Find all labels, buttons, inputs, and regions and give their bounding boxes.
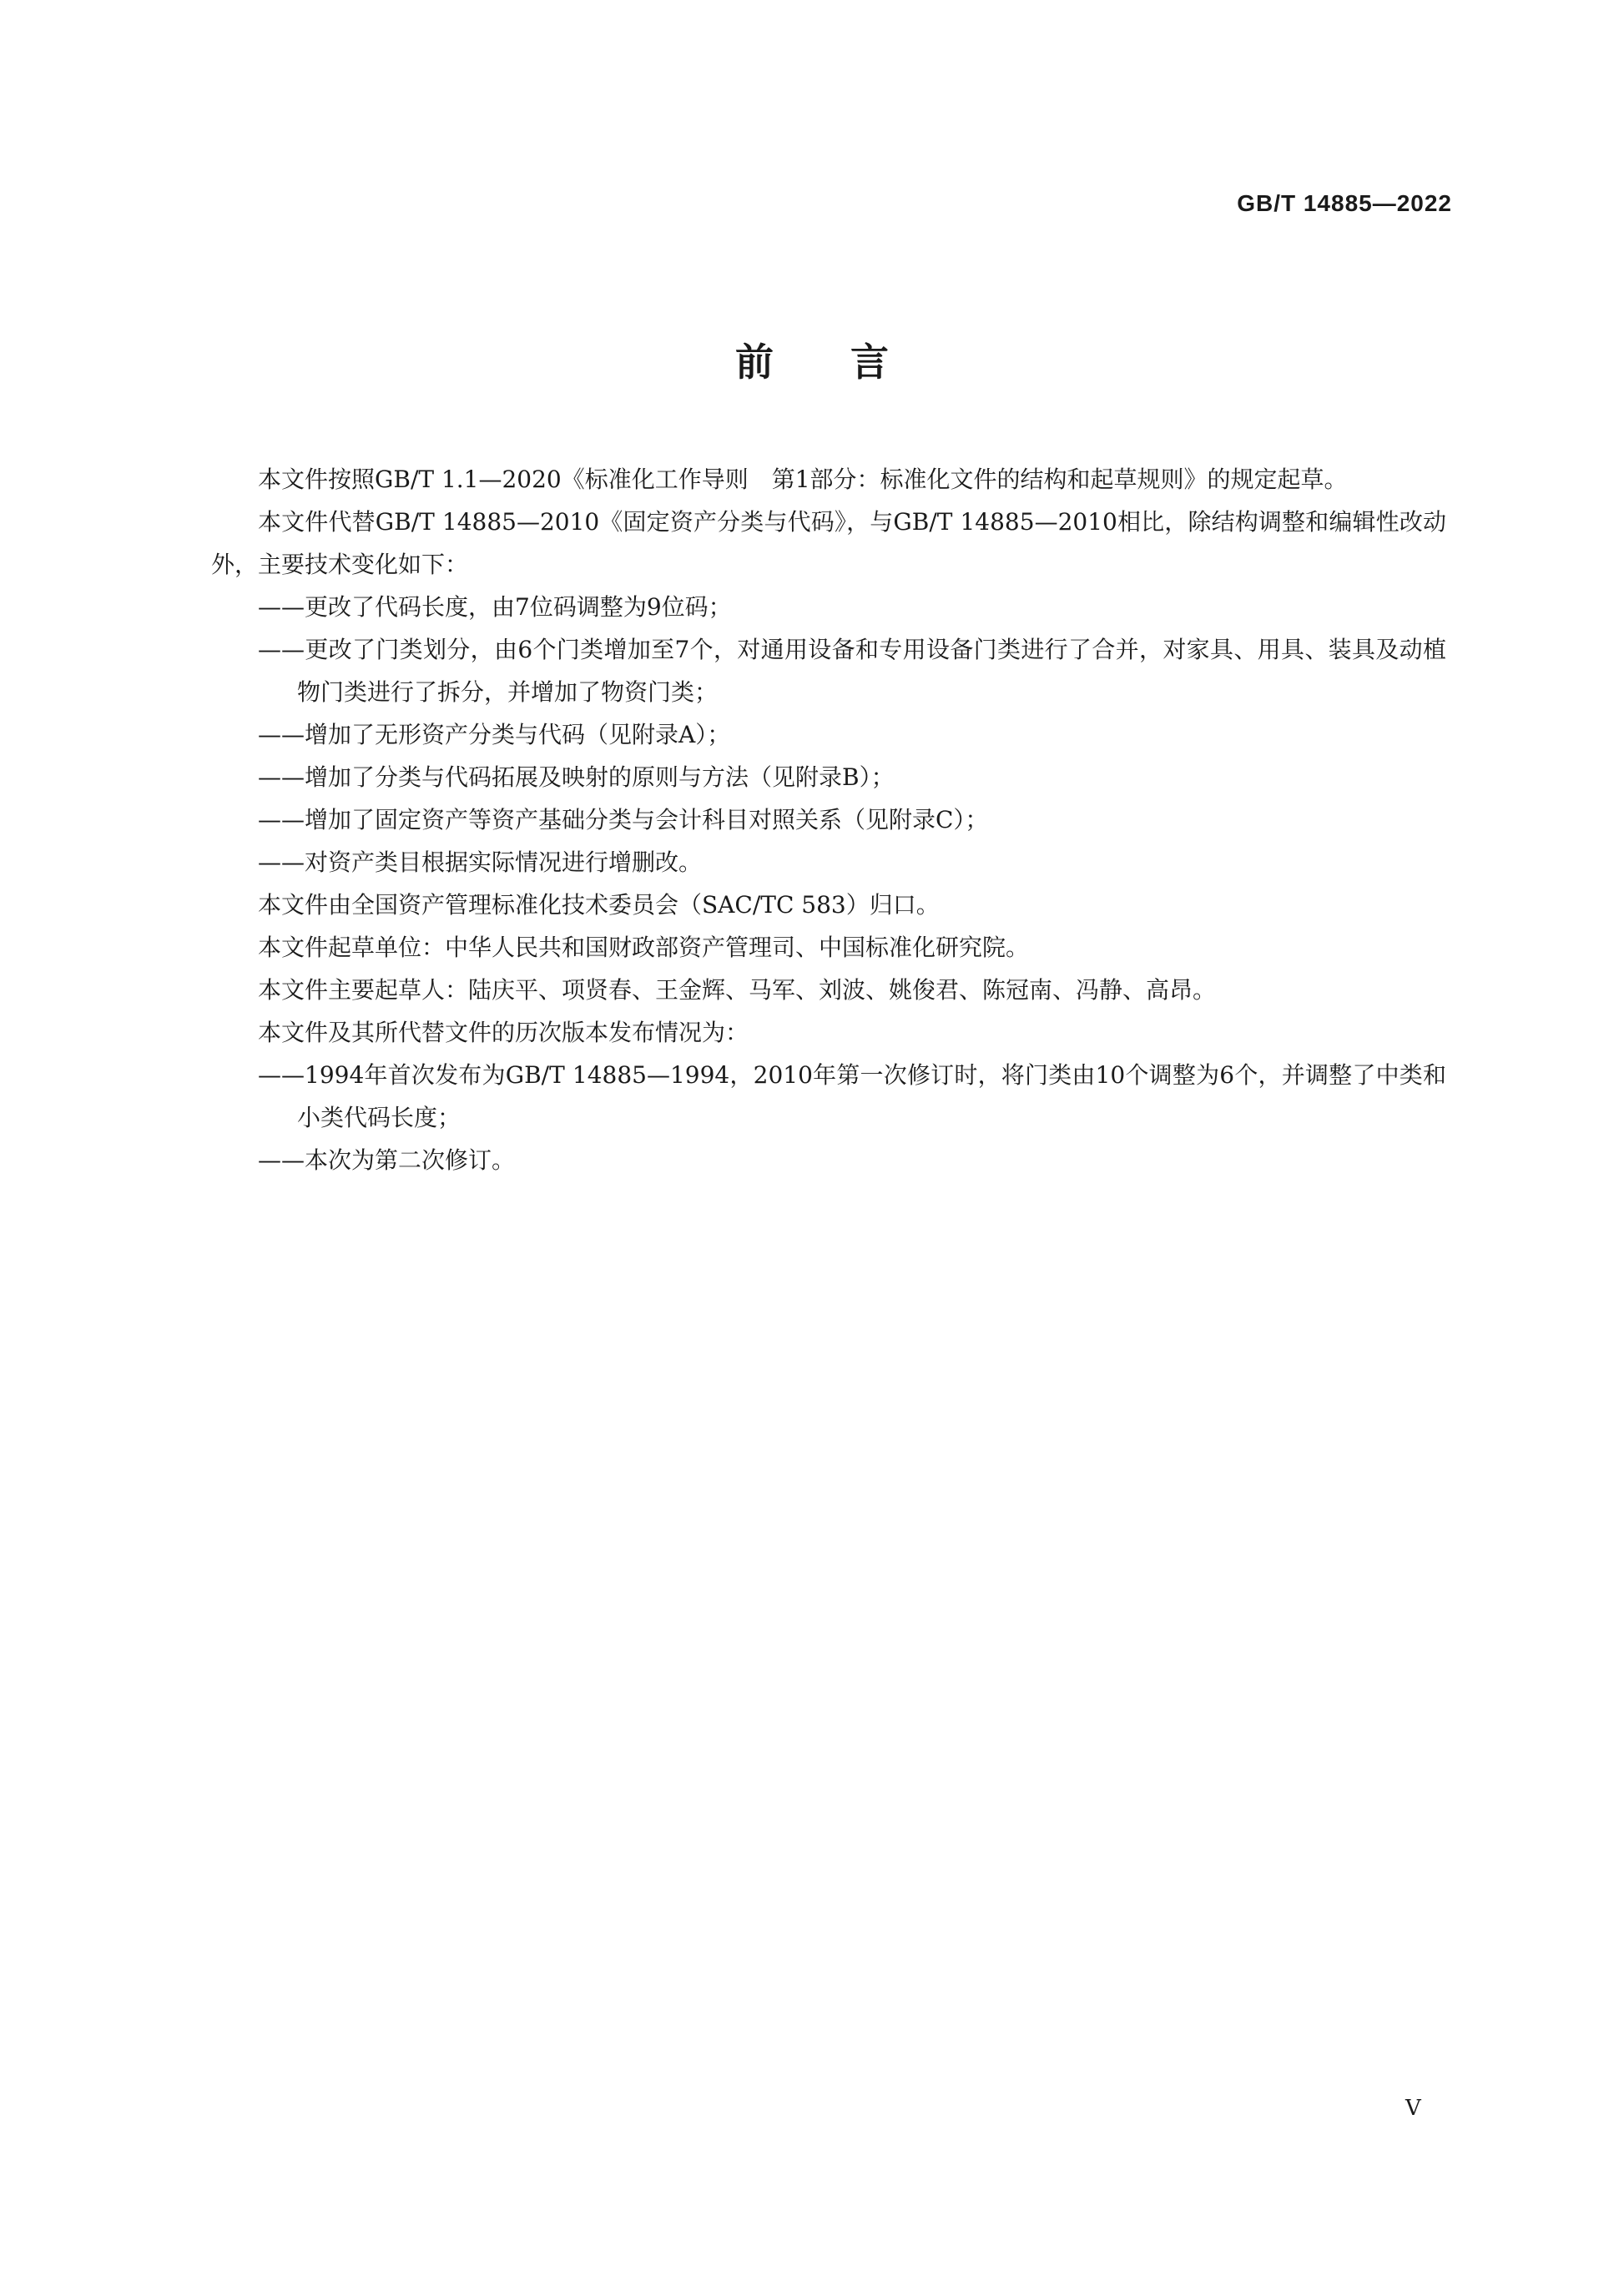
change-item: ——增加了无形资产分类与代码（见附录A）； — [258, 721, 731, 748]
change-item: ——更改了门类划分，由6个门类增加至7个，对通用设备和专用设备门类进行了合并，对家具、用具、装具及动植物门类进行了拆分，并增加了物资门类； — [258, 636, 1446, 706]
page-title — [0, 332, 1624, 387]
change-item: ——更改了代码长度，由7位码调整为9位码； — [258, 593, 732, 621]
history-item: ——本次为第二次修订。 — [258, 1146, 516, 1174]
change-item: ——对资产类目根据实际情况进行增删改。 — [258, 848, 703, 876]
paragraph-history-intro: 本文件及其所代替文件的历次版本发布情况为： — [258, 1019, 749, 1046]
paragraph-drafting-rules: 本文件按照GB/T 1.1—2020《标准化工作导则 第1部分：标准化文件的结构和起草规则》的规定起草。 — [258, 466, 1348, 493]
document-code-header: GB/T 14885—2022 — [1237, 190, 1452, 216]
foreword-body — [211, 458, 1446, 1181]
change-item: ——增加了固定资产等资产基础分类与会计科目对照关系（见附录C）； — [258, 806, 989, 833]
title-char-1: 前 — [735, 340, 774, 385]
title-char-2: 言 — [850, 340, 889, 385]
paragraph-replacement: 本文件代替GB/T 14885—2010《固定资产分类与代码》，与GB/T 14885—2010相比，除结构调整和编辑性改动外，主要技术变化如下： — [211, 508, 1446, 578]
page-number: V — [1405, 2096, 1421, 2121]
paragraph-drafting-units: 本文件起草单位：中华人民共和国财政部资产管理司、中国标准化研究院。 — [258, 934, 1030, 961]
change-item: ——增加了分类与代码拓展及映射的原则与方法（见附录B）； — [258, 763, 895, 791]
paragraph-drafters: 本文件主要起草人：陆庆平、项贤春、王金辉、马军、刘波、姚俊君、陈冠南、冯静、高昂。 — [258, 976, 1217, 1004]
paragraph-committee: 本文件由全国资产管理标准化技术委员会（SAC/TC 583）归口。 — [258, 891, 940, 919]
history-item: ——1994年首次发布为GB/T 14885—1994，2010年第一次修订时，将门类由10个调整为6个，并调整了中类和小类代码长度； — [258, 1061, 1446, 1131]
